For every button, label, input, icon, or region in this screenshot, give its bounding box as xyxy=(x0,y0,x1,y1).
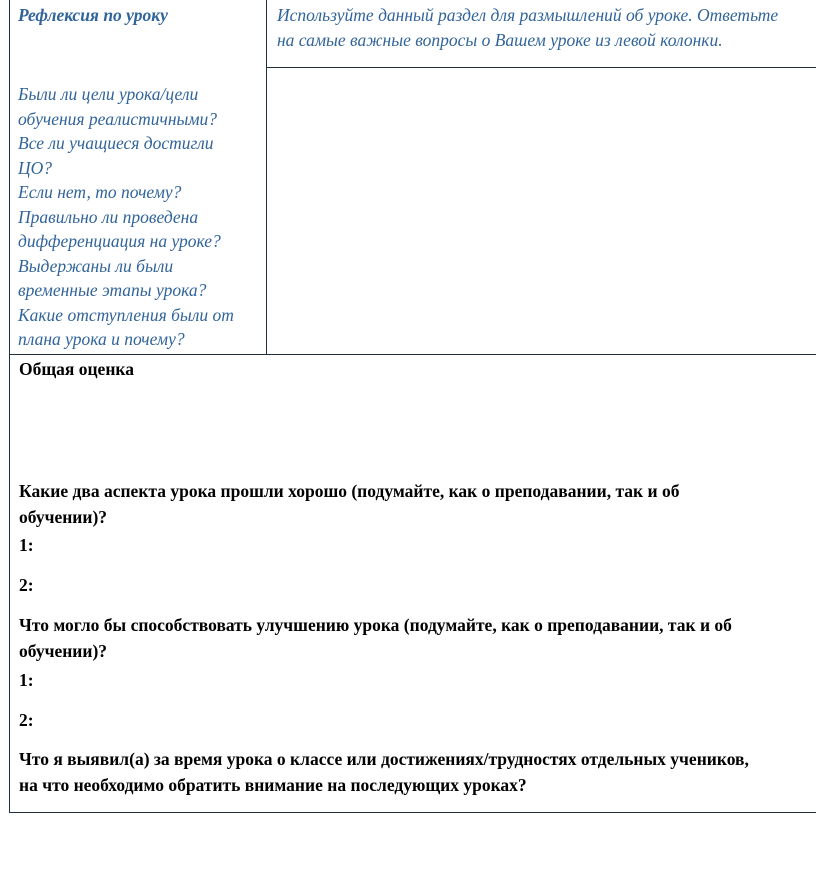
question-line: Были ли цели урока/цели xyxy=(18,84,199,104)
question-findings-line-1: Что я выявил(а) за время урока о классе или достижениях/трудностях отдельных учеников, xyxy=(19,749,749,769)
reflection-table xyxy=(9,0,816,813)
question-improvement-line-1: Что могло бы способствовать улучшению урока (подумайте, как о преподавании, так и об xyxy=(19,615,732,635)
reflection-answer-divider xyxy=(267,67,816,68)
question-good-aspects-line-1: Какие два аспекта урока прошли хорошо (подумайте, как о преподавании, так и об xyxy=(19,481,680,501)
reflection-row xyxy=(10,0,816,355)
reflection-left-cell xyxy=(10,0,267,354)
instruction-line: на самые важные вопросы о Вашем уроке из левой колонки. xyxy=(277,29,723,50)
assessment-title: Общая оценка xyxy=(19,359,134,379)
instruction-line: Используйте данный раздел для размышлений об уроке. Ответьте xyxy=(277,5,779,25)
question-findings-line-2: на что необходимо обратить внимание на последующих уроках? xyxy=(19,775,527,795)
question-line: временные этапы урока? xyxy=(18,280,207,300)
improvement-2-label: 2: xyxy=(19,710,34,730)
improvement-1-label: 1: xyxy=(19,670,34,690)
question-improvement-line-2: обучении)? xyxy=(19,641,108,661)
question-line: плана урока и почему? xyxy=(18,329,185,349)
question-line: Правильно ли проведена xyxy=(18,206,199,227)
question-line: Выдержаны ли были xyxy=(18,255,174,276)
reflection-heading: Рефлексия по уроку xyxy=(18,5,168,25)
reflection-questions xyxy=(18,82,266,352)
question-line: дифференциация на уроке? xyxy=(18,231,221,251)
assessment-cell xyxy=(10,355,816,812)
question-line: Какие отступления были от xyxy=(18,304,234,325)
reflection-instruction xyxy=(277,3,816,52)
reflection-right-cell xyxy=(267,0,816,354)
good-aspect-2-label: 2: xyxy=(19,575,34,595)
question-good-aspects-line-2: обучении)? xyxy=(19,507,108,527)
question-line: Если нет, то почему? xyxy=(18,182,182,202)
good-aspect-1-label: 1: xyxy=(19,535,34,555)
question-line: Все ли учащиеся достигли xyxy=(18,133,214,153)
question-line: обучения реалистичными? xyxy=(18,108,218,129)
question-line: ЦО? xyxy=(18,157,53,178)
